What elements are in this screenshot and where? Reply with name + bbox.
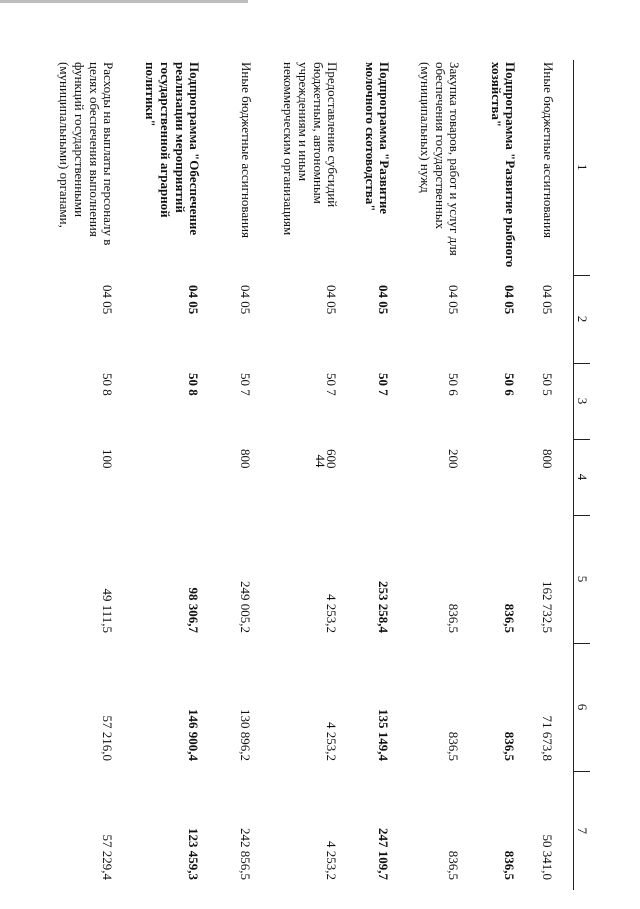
table-body	[56, 60, 574, 890]
value-cell: 04 05	[446, 285, 462, 315]
value-cell: 49 111,5	[100, 588, 116, 633]
value-cell: 50 7	[238, 373, 254, 396]
value-cell	[358, 439, 410, 515]
value-cell: 50 8	[186, 373, 202, 396]
value-cell: 50 8	[100, 373, 116, 396]
value-cell: 04 05	[376, 285, 392, 315]
value-cell: 04 05	[100, 285, 116, 315]
value-cell: 123 459,3	[186, 828, 202, 880]
value-cell: 04 05	[540, 285, 555, 315]
value-cell	[134, 439, 220, 515]
value-cell: 800	[540, 449, 555, 469]
value-cell: 242 856,5	[238, 828, 254, 880]
column-header: 1	[574, 60, 591, 275]
value-cell: 249 005,2	[238, 581, 254, 633]
row-name-cell: Расходы на выплаты персоналу в целях обеспечения выполнения функций государственными (муниципальными) органами,	[56, 62, 117, 246]
row-name-cell: Предоставление субсидий бюджетным, автономным учреждениям и иным некоммерческим организациям	[280, 62, 341, 236]
column-header: 2	[574, 275, 591, 363]
column-header: 3	[574, 363, 591, 439]
value-cell: 50 341,0	[540, 834, 555, 880]
table-row	[358, 60, 410, 890]
value-cell	[480, 439, 536, 515]
value-cell: 04 05	[238, 285, 254, 315]
value-cell: 836,5	[502, 850, 518, 880]
row-name-cell: Иные бюджетные ассигнования	[239, 62, 255, 239]
table-row	[220, 60, 272, 890]
table-row	[56, 60, 134, 890]
column-header: 6	[574, 643, 591, 771]
table-row	[536, 60, 574, 890]
column-header: 4	[574, 439, 591, 515]
row-name-cell: Закупка товаров, работ и услуг для обеспечения государственных (муниципальных) нужд	[417, 62, 463, 256]
value-cell: 04 05	[502, 285, 518, 315]
row-name-cell: Подпрограмма "Обеспечение реализации мероприятий государственной аграрной политики"	[142, 62, 203, 236]
value-cell: 04 05	[324, 285, 340, 315]
rotated-table-area	[50, 60, 590, 890]
value-cell: 836,5	[502, 603, 518, 633]
value-cell: 57 216,0	[100, 715, 116, 761]
value-cell: 600	[324, 449, 340, 469]
value-cell: 50 7	[324, 373, 340, 396]
value-cell: 50 7	[376, 373, 392, 396]
value-cell: 4 253,2	[324, 594, 340, 633]
value-cell: 50 5	[540, 373, 555, 396]
value-cell: 4 253,2	[324, 722, 340, 761]
value-cell: 146 900,4	[186, 709, 202, 761]
top-scan-line	[0, 0, 248, 3]
value-cell: 100	[100, 449, 116, 469]
column-header: 7	[574, 771, 591, 890]
value-cell: 98 306,7	[186, 587, 202, 633]
value-cell: 836,5	[502, 731, 518, 761]
table-row	[272, 60, 358, 890]
table-row	[134, 60, 220, 890]
column-header: 5	[574, 515, 591, 643]
value-cell: 71 673,8	[540, 715, 555, 761]
table-header	[574, 60, 591, 890]
value-cell: 50 6	[446, 373, 462, 396]
value-cell: 04 05	[186, 285, 202, 315]
row-name-cell: Подпрограмма "Развитие рыбного хозяйства"	[488, 62, 519, 268]
value-cell: 4 253,2	[324, 841, 340, 880]
value-cell: 57 229,4	[100, 834, 116, 880]
budget-table	[56, 60, 590, 890]
value-cell: 200	[446, 449, 462, 469]
table-row	[480, 60, 536, 890]
value-cell: 247 109,7	[376, 828, 392, 880]
value-cell: 836,5	[446, 731, 462, 761]
value-cell: 130 896,2	[238, 709, 254, 761]
value-cell: 162 732,5	[540, 581, 555, 633]
value-cell: 135 149,4	[376, 709, 392, 761]
value-cell: 836,5	[446, 603, 462, 633]
value-cell: 800	[238, 449, 254, 469]
row-name-cell: Иные бюджетные ассигнования	[541, 62, 556, 239]
table-row	[410, 60, 480, 890]
value-cell: 253 258,4	[376, 581, 392, 633]
row-name-cell: Подпрограмма "Развитие молочного скотоводства"	[362, 62, 393, 215]
value-cell: 50 6	[502, 373, 518, 396]
value-cell: 836,5	[446, 850, 462, 880]
page-number: 44	[313, 454, 328, 468]
